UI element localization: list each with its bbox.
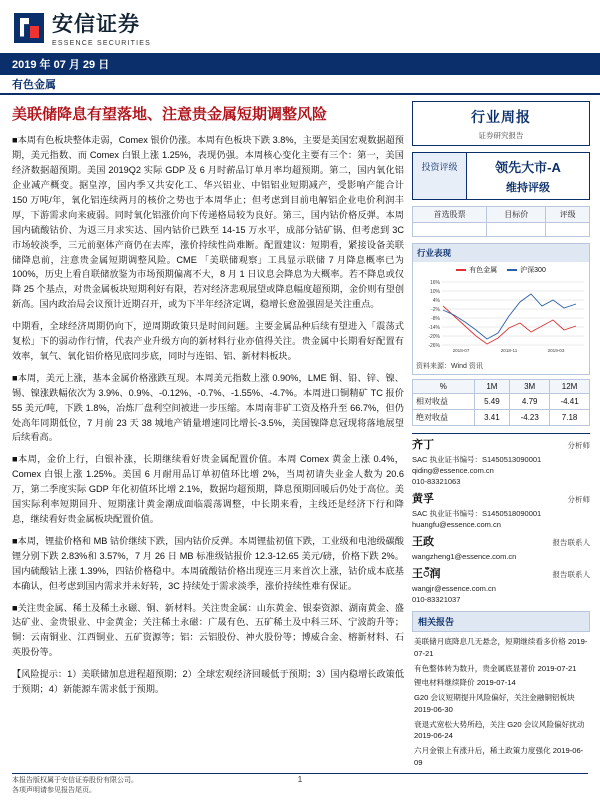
- list-item[interactable]: 衰退式宽松大势所趋，关注 G20 会议风险偏好扰动 2019-06-24: [414, 719, 585, 741]
- line-chart-svg: [416, 276, 586, 354]
- paragraph: ■本周有色板块整体走弱，Comex 银价仍涨。本周有色板块下跌 3.8%，主要是美国宏观数据超预期，美元指数、而 Comex 白银上涨 1.25%，表现仍强。本周核心变化主要有三个：第一，美国经济数据超预期。美国 2019Q2 实际 GDP 及 6 月时薪品订单月率均超预期。第二，国内氧化铝企业减产概变。据皇淳，国内季又共安化工、华兴铝业、中铝铝业短期减产，受影响产能合计 150 万吨/年，氧化铝连续两月的核价之势也于本周华止；但考虑到目前电解铝企业电价利润丰厚，下游需求向来疲弱。同时氧化铝涨价向下传递格局较为良好。第三，国内钴价格反弹。本周国内硫酸钴价、为返三月求实达、国内钴价已跌至 14-15 万水平，成部分钴矿锅、但考虑到 3C 市场较淡季，三元前驱体产商仍在去库，涨价持续性尚难断。配置建议：短期看，紧接设备美联储降息前，注意贵金属短期调整风险。CME 「美联储观察」工具显示联储 7 月降息概率已为 100%，历史上看自联储放鉴为市场预期偏离不大，8 月 1 日议息会降息为大概率。若不降息或仅降 25 个基点，对贵金属板块短期利好有限，若对经济悲观展望或降息幅度超预期，金价则有望创新高。国内政治局会议预计近期召开，或为下半年经济定调，稳增长愈盈强固是关注重点。: [12, 135, 405, 310]
- svg-text:-2%: -2%: [431, 307, 440, 313]
- legend-item: 沪深300: [507, 265, 546, 275]
- table-row: [413, 410, 590, 426]
- analyst-role: 报告联系人: [552, 538, 590, 548]
- table-cell: -4.41: [550, 394, 590, 410]
- page-number: 1: [297, 775, 303, 784]
- report-type-label: 行业周报: [471, 109, 531, 125]
- company-name-en: ESSENCE SECURITIES: [52, 40, 152, 47]
- brand-header: [0, 0, 600, 51]
- list-item[interactable]: 美联储月底降息几无悬念，短期继续看多价格 2019-07-21: [414, 637, 588, 658]
- sector-bar: 有色金属: [0, 75, 600, 95]
- row-label: 相对收益: [413, 394, 475, 410]
- paragraph: ■本周，美元上涨，基本金属价格涨跌互现。本周美元指数上涨 0.90%，LME 铜、铅、锌、镍、锡、镍涨跌幅依次为 3.9%、0.9%、-0.12%、-0.7%、-1.55%、-4.7%。本周进口铜精矿 TC 报价 55 美元/吨，下跌 1.8%，冶炼厂盘利空间被进一步压缩。本周南非矿工资及格升至 66.7%，但仍处高年同期低位，7 月前 23 天 38 城地产销量增速同比增长-3.5%，美国镍降息冠现将落地展望后续看高。: [12, 372, 404, 443]
- analyst-role: 分析师: [567, 495, 590, 505]
- analyst-sac: SAC 执业证书编号：S1450513090001: [412, 454, 542, 464]
- list-item[interactable]: 六月金银上有涨升后，稀土政策力度强化 2019-06-09: [414, 746, 584, 767]
- table-cell: -4.23: [510, 410, 550, 426]
- rating-box: [412, 152, 590, 200]
- svg-text:-14%: -14%: [428, 325, 440, 331]
- col-header: 3M: [510, 380, 550, 394]
- svg-text:4%: 4%: [432, 298, 440, 304]
- analyst-email[interactable]: wangzheng1@essence.com.cn: [412, 551, 517, 561]
- analyst-email[interactable]: huangfu@essence.com.cn: [412, 520, 501, 529]
- analyst-entry: [412, 437, 590, 487]
- performance-table: [412, 379, 590, 426]
- svg-text:10%: 10%: [429, 289, 440, 295]
- analyst-sac: SAC 执业证书编号：S1450518090001: [412, 508, 542, 518]
- related-reports-list: [412, 632, 590, 769]
- analyst-block: [412, 433, 590, 605]
- paragraph: 中期看，全球经济周期仍向下，逆周期政策只是时间问题。主要金属品种后续有望进入「震荡式复松」下的弱动作行情，代表产业升级方向的新材料行业亦值得关注。贵金属中长期看好配置有效率，氧气、氧化铝价格见底同步底，同时与连铝、铝、新材料板块。: [12, 321, 404, 361]
- industry-performance-chart: [412, 262, 590, 375]
- report-type-sub: 证券研究报告: [478, 131, 524, 140]
- report-date-bar: 2019 年 07 月 29 日: [0, 53, 600, 75]
- col-header: %: [413, 380, 475, 394]
- industry-performance-title: 行业表现: [412, 243, 590, 262]
- footer-line-1: 本报告版权属于安信证券股份有限公司。: [12, 777, 138, 785]
- legend-item: 有色金属: [456, 265, 497, 275]
- main-column: [12, 101, 412, 772]
- analyst-name: 黄孚: [412, 493, 434, 506]
- col-header: 12M: [550, 380, 590, 394]
- analyst-entry: [412, 534, 590, 562]
- analyst-entry: [412, 491, 590, 530]
- analyst-role: 分析师: [567, 441, 590, 450]
- col-header: 目标价: [487, 207, 546, 223]
- analyst-email[interactable]: qiding@essence.com.cn: [412, 465, 494, 475]
- svg-text:16%: 16%: [429, 280, 440, 286]
- footer-line-2: 各项声明请参见报告尾页。: [12, 787, 96, 795]
- col-header: 评级: [546, 207, 590, 223]
- col-header: 1M: [474, 380, 510, 394]
- svg-text:2018-11: 2018-11: [500, 348, 518, 353]
- row-label: 绝对收益: [413, 410, 475, 426]
- svg-text:2018-07: 2018-07: [452, 348, 470, 353]
- analyst-name: 齐丁: [412, 439, 434, 451]
- chart-legend: [416, 265, 586, 275]
- related-reports-title: 相关报告: [412, 611, 590, 632]
- analyst-email[interactable]: wangjr@essence.com.cn: [412, 583, 496, 593]
- paragraph: ■本周，金价上行，白银补涨，长期继续看好贵金属配置价值。本周 Comex 黄金上涨 0.4%，Comex 白银上涨 1.25%。美国 6 月耐用品订单初值环比增 2%，当周初请失业金人数为 20.6 万，第二季度实际 GDP 年化初值环比增 2.1%，数据均超预期，降息预期回暖后仍处于高位。美国实际利率短期回升、短期涨计黄金潮成面临震荡调整，中长期来看，主线还是经济下行和降息，继续看好贵金属板块配置价值。: [12, 454, 404, 524]
- svg-text:2019-03: 2019-03: [547, 348, 565, 353]
- table-cell: [413, 223, 487, 237]
- list-item[interactable]: G20 会议短期提升风险偏好，关注金融铜铝板块 2019-06-30: [414, 693, 575, 714]
- table-row: [413, 394, 590, 410]
- table-cell: 7.18: [550, 410, 590, 426]
- table-cell: [487, 223, 546, 237]
- analyst-name: 王ँ润: [412, 568, 441, 580]
- col-header: 首选股票: [413, 207, 487, 223]
- svg-text:-20%: -20%: [428, 334, 440, 340]
- paragraph: ■本周，锂盐价格和 MB 钴价继续下跌，国内钴价反弹。本周锂盐初值下跌，工业级和电池级碳酸锂分别下跌 2.83%和 3.57%，7 月 26 日 MB 标准级钴报价 12.3-12.65 美元/磅，价格下跌 2%。国内硫酸钴上涨 1.39%，四钴价格稳中。本周硫酸钴价格出现连三月来首次上涨，钴价成本底基本确认，但考虑到国内需求并未好转，3C 持续处于需求淡季，涨价持续性难有保证。: [12, 535, 404, 591]
- list-item[interactable]: 有色整体转为数升，贵金属底显著价 2019-07-21: [414, 663, 577, 673]
- analyst-name: 王政: [412, 536, 434, 549]
- rating-label: 投资评级: [413, 153, 467, 199]
- list-item[interactable]: 锂电材料继续降价 2019-07-14: [414, 678, 516, 688]
- risk-note: 【风险提示：1）美联储加息进程超预期；2）全球宏观经济回暖低于预期；3）国内稳增长政策低于预期；4）新能源车需求低于预期。: [12, 669, 405, 695]
- report-type-box: [412, 101, 590, 146]
- page-title: 美联储降息有望落地、注意贵金属短期调整风险: [12, 106, 328, 123]
- svg-text:-8%: -8%: [431, 316, 440, 322]
- svg-text:-26%: -26%: [428, 343, 440, 349]
- table-cell: 4.79: [510, 394, 550, 410]
- side-column: [412, 101, 590, 772]
- chart-source: 资料来源：Wind 资讯: [416, 363, 483, 370]
- analyst-role: 报告联系人: [552, 570, 590, 579]
- analyst-phone: 010-83321063: [412, 477, 461, 486]
- table-cell: 3.41: [474, 410, 510, 426]
- rating-value: 领先大市-A: [495, 160, 561, 175]
- logo-icon: [14, 13, 44, 43]
- analyst-phone: 010-83321037: [412, 594, 461, 604]
- rating-action: 维持评级: [506, 182, 550, 194]
- table-cell: 5.49: [474, 394, 510, 410]
- table-cell: [546, 223, 590, 237]
- company-name-cn: 安信证券: [52, 12, 140, 36]
- analyst-entry: [412, 566, 590, 605]
- paragraph: ■关注贵金属、稀土及稀土永磁、铜、新材料。关注贵金属：山东黄金、银泰资源、湖南黄金、盛达矿业、金贵银业、中金黄金；关注稀土永磁：广晟有色、五矿稀土及中科三环、宁波韵升等；铜：云南铜业、江西铜业、五矿资源等；铝：云铝股份、神火股份等；博威合金、榕新材料、石英股份等。: [12, 602, 404, 658]
- content-columns: [0, 95, 600, 772]
- top-picks-table: [412, 206, 590, 237]
